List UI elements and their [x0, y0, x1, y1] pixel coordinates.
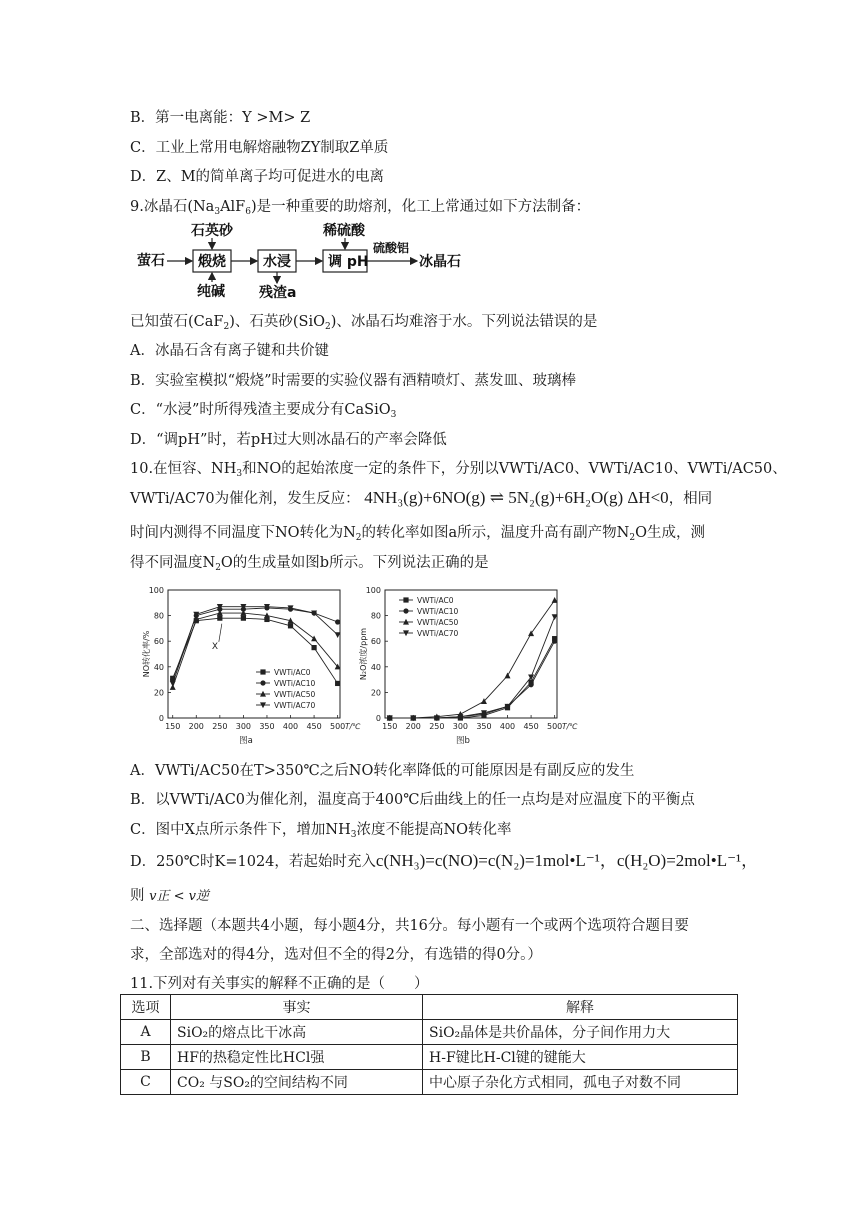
series-VWTi/AC50 — [387, 597, 558, 721]
y-tick-label: 40 — [153, 662, 164, 672]
question-9-known: 已知萤石(CaF$_2$)、石英砂(SiO$_2$)、冰晶石均难溶于水。下列说法错误的是 — [130, 314, 598, 332]
y-tick-label: 100 — [148, 586, 164, 595]
option-c-q10: C．图中X点所示条件下，增加$NH_3$浓度不能提高NO转化率 — [130, 822, 512, 840]
x-tick-label: 500 — [547, 722, 563, 731]
x-tick-label: 200 — [188, 722, 204, 731]
series-line — [173, 618, 338, 683]
series-VWTi/AC0 — [170, 616, 340, 686]
table-cell: HF的热稳定性比HCl强 — [171, 1045, 423, 1070]
data-point — [311, 645, 316, 650]
flow-box-leach-label: 水浸 — [263, 254, 291, 270]
question-10-line1: 10.在恒容、$NH_3$和NO的起始浓度一定的条件下，分别以VWTi/AC0、VWTi/AC10、VWTi/AC50、 — [130, 461, 787, 479]
data-point — [335, 619, 340, 624]
y-tick-label: 80 — [370, 611, 381, 621]
series-line — [390, 600, 555, 718]
x-tick-label: 400 — [282, 722, 299, 731]
option-d-q10: D．250℃时K=1024，若起始时充入c(NH₃)=c(NO)=c(N₂)=1mol•L⁻¹，c(H₂O)=2mol•L⁻¹， — [130, 851, 759, 870]
option-b-q10: B．以VWTi/AC0为催化剂，温度高于400℃后曲线上的任一点均是对应温度下的平衡点 — [130, 792, 695, 808]
x-tick-label: 250 — [429, 722, 445, 731]
data-point — [505, 673, 511, 679]
flow-input-acid: 稀硫酸 — [323, 223, 365, 239]
section-2-heading-line2: 求，全部选对的得4分，选对但不全的得2分，有选错的得0分。） — [130, 947, 542, 963]
flow-end-label: 冰晶石 — [419, 254, 461, 270]
option-b-q8: B．第一电离能：Y >M> Z — [130, 110, 311, 126]
annotation-pointer — [219, 624, 222, 642]
table-header: 解释 — [423, 995, 738, 1020]
y-axis-label: NO转化率/% — [142, 630, 151, 678]
question-11-table — [120, 994, 738, 1095]
table-row — [121, 1070, 738, 1095]
y-tick-label: 40 — [370, 662, 381, 672]
data-point — [217, 616, 222, 621]
flow-box-calcine-label: 煅烧 — [198, 254, 226, 270]
y-tick-label: 100 — [365, 586, 381, 595]
x-tick-label: 300 — [452, 722, 469, 731]
y-tick-label: 60 — [370, 637, 381, 647]
question-11-stem: 11.下列对有关事实的解释不正确的是（ ） — [130, 976, 429, 992]
x-tick-label: 350 — [259, 722, 275, 731]
data-point — [335, 681, 340, 686]
x-tick-label: 150 — [382, 722, 398, 731]
question-10-line4: 得不同温度$N_2O$的生成量如图b所示。下列说法正确的是 — [130, 555, 489, 573]
table-cell: C — [121, 1070, 171, 1095]
option-c-q8: C．工业上常用电解熔融物ZY制取Z单质 — [130, 140, 389, 156]
table-row — [121, 1020, 738, 1045]
y-tick-label: 0 — [375, 714, 381, 723]
y-tick-label: 20 — [370, 688, 381, 698]
figure-caption: 图a — [239, 736, 253, 746]
section-2-heading-line1: 二、选择题（本题共4小题，每小题4分，共16分。每小题有一个或两个选项符合题目要 — [130, 918, 689, 934]
legend-label: VWTi/AC70 — [417, 629, 459, 638]
legend-marker — [403, 608, 408, 613]
figure-b — [355, 582, 578, 754]
flow-arrow-label: 硫酸铝 — [373, 241, 410, 255]
table-cell: H-F键比H-Cl键的键能大 — [423, 1045, 738, 1070]
table-cell: A — [121, 1020, 171, 1045]
data-point — [311, 635, 317, 641]
x-tick-label: 250 — [212, 722, 228, 731]
x-tick-label: 400 — [499, 722, 516, 731]
x-tick-label: 500 — [330, 722, 346, 731]
y-tick-label: 20 — [153, 688, 164, 698]
data-point — [241, 616, 246, 621]
option-a-q9: A．冰晶石含有离子键和共价键 — [130, 343, 329, 359]
flow-box-ph-label: 调 pH — [328, 254, 369, 270]
legend-label: VWTi/AC50 — [274, 690, 316, 699]
x-tick-label: 300 — [235, 722, 252, 731]
table-row — [121, 1045, 738, 1070]
x-tick-label: 200 — [405, 722, 421, 731]
option-c-q9: C．“水浸”时所得残渣主要成分有CaSiO$_3$ — [130, 402, 397, 420]
option-d-q10-tail: 则 v正 < v逆 — [130, 888, 209, 904]
table-header-row — [121, 995, 738, 1020]
table-cell: SiO₂的熔点比干冰高 — [171, 1020, 423, 1045]
flow-input-quartz: 石英砂 — [191, 223, 233, 239]
legend-marker — [260, 680, 265, 685]
option-d-q9: D．“调pH”时，若pH过大则冰晶石的产率会降低 — [130, 432, 447, 448]
flow-input-soda: 纯碱 — [197, 284, 225, 300]
option-d-q8: D．Z、M的简单离子均可促进水的电离 — [130, 169, 385, 185]
table-header: 选项 — [121, 995, 171, 1020]
legend-label: VWTi/AC10 — [274, 679, 316, 688]
flow-start-label: 萤石 — [137, 253, 165, 269]
table-cell: B — [121, 1045, 171, 1070]
question-10-line3: 时间内测得不同温度下NO转化为$N_2$的转化率如图a所示，温度升高有副产物$N_2O$生成，测 — [130, 525, 705, 543]
x-tick-label: 450 — [523, 722, 539, 731]
question-10-line2: VWTi/AC70为催化剂，发生反应： 4NH₃(g)+6NO(g) ⇌ 5N₂(g)+6H₂O(g) ΔH<0，相同 — [130, 488, 713, 507]
legend-marker — [260, 669, 265, 674]
y-tick-label: 60 — [153, 637, 164, 647]
concentration-equation: c(NH₃)=c(NO)=c(N₂)=1mol•L⁻¹，c(H₂O)=2mol•L⁻¹， — [375, 851, 759, 870]
flow-output-residue: 残渣a — [259, 285, 297, 301]
data-point — [528, 682, 533, 687]
figure-a-chart — [138, 582, 361, 750]
option-b-q9: B．实验室模拟“煅烧”时需要的实验仪器有酒精喷灯、蒸发皿、玻璃棒 — [130, 373, 576, 389]
y-tick-label: 0 — [158, 714, 164, 723]
x-tick-label: 350 — [476, 722, 492, 731]
table-header: 事实 — [171, 995, 423, 1020]
rate-comparison: v正 < v逆 — [149, 889, 209, 904]
table-cell: 中心原子杂化方式相同，孤电子对数不同 — [423, 1070, 738, 1095]
legend-label: VWTi/AC0 — [417, 596, 454, 605]
figure-caption: 图b — [456, 736, 470, 746]
legend-marker — [403, 597, 408, 602]
legend-label: VWTi/AC50 — [417, 618, 459, 627]
y-tick-label: 80 — [153, 611, 164, 621]
annotation-x: X — [211, 641, 219, 652]
figure-a — [138, 582, 361, 754]
x-tick-label: 450 — [306, 722, 322, 731]
table-cell: CO₂ 与SO₂的空间结构不同 — [171, 1070, 423, 1095]
data-point — [170, 681, 176, 687]
data-point — [552, 639, 557, 644]
data-point — [288, 623, 293, 628]
plot-frame — [385, 590, 557, 718]
reaction-equation: 4NH₃(g)+6NO(g) ⇌ 5N₂(g)+6H₂O(g) ΔH<0 — [364, 488, 669, 507]
series-line — [390, 617, 555, 718]
x-tick-label: 150 — [165, 722, 181, 731]
y-axis-label: N₂O浓度/ppm — [359, 627, 368, 681]
x-axis-label: T/℃ — [345, 722, 361, 731]
option-a-q10: A．VWTi/AC50在T>350℃之后NO转化率降低的可能原因是有副反应的发生 — [130, 763, 635, 779]
legend-label: VWTi/AC10 — [417, 607, 459, 616]
legend-label: VWTi/AC0 — [274, 668, 311, 677]
figure-b-chart — [355, 582, 578, 750]
series-VWTi/AC70 — [387, 614, 558, 721]
x-axis-label: T/℃ — [562, 722, 578, 731]
question-9-stem: 9.冰晶石$(Na_3AlF_6)$是一种重要的助熔剂，化工上常通过如下方法制备： — [130, 199, 591, 217]
process-flowchart — [135, 222, 495, 300]
table-cell: SiO₂晶体是共价晶体，分子间作用力大 — [423, 1020, 738, 1045]
legend-label: VWTi/AC70 — [274, 701, 316, 710]
